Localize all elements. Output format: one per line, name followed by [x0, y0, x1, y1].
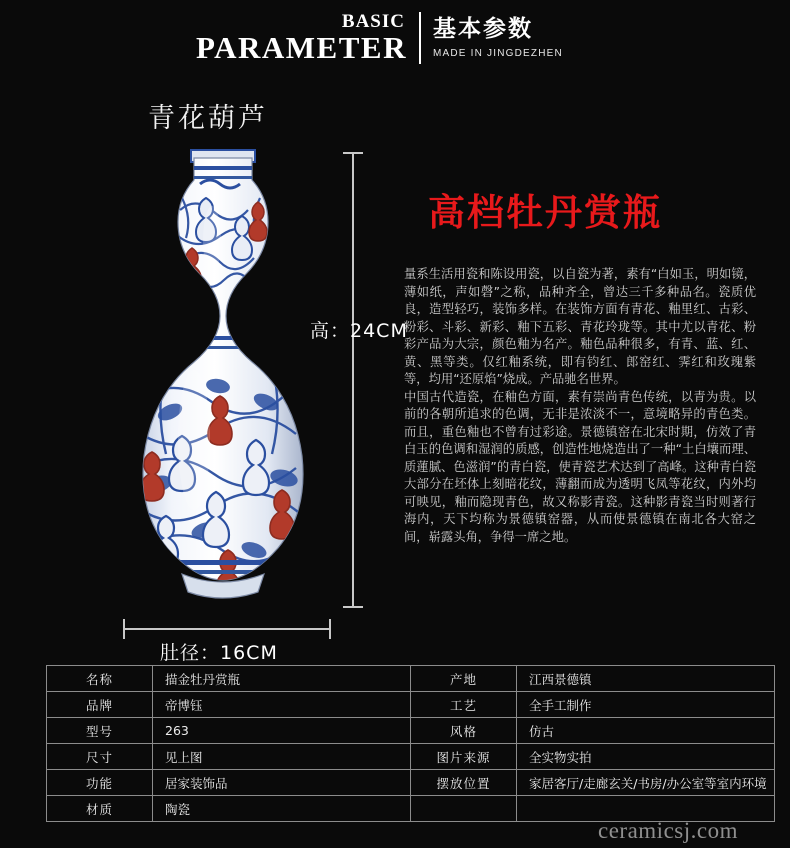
height-dimension-line [352, 152, 354, 608]
spec-value: 全实物实拍 [517, 744, 775, 770]
spec-key: 品牌 [47, 692, 153, 718]
spec-value: 家居客厅/走廊玄关/书房/办公室等室内环境 [517, 770, 775, 796]
table-row [47, 770, 775, 796]
table-row [47, 692, 775, 718]
spec-key: 摆放位置 [411, 770, 517, 796]
spec-value: 263 [153, 718, 411, 744]
brand-logo [196, 12, 421, 64]
specification-table [46, 665, 775, 822]
width-dimension-line [123, 628, 331, 630]
spec-key: 型号 [47, 718, 153, 744]
spec-key: 风格 [411, 718, 517, 744]
table-row [47, 666, 775, 692]
page-header [0, 8, 790, 70]
site-watermark: ceramicsj.com [598, 818, 738, 843]
spec-key: 功能 [47, 770, 153, 796]
table-row [47, 718, 775, 744]
spec-value: 陶瓷 [153, 796, 411, 822]
description-paragraph-1: 量系生活用瓷和陈设用瓷，以自瓷为著，素有“白如玉，明如镜，薄如纸，声如磬”之称，品种齐全，曾达三千多种品名。瓷质优良，造型轻巧，装饰多样。在装饰方面有青花、釉里红、古彩、粉彩、斗彩、新彩、釉下五彩、青花玲珑等。其中尤以青花、粉彩产品为大宗，颜色釉为名产。釉色品种很多，有青、蓝、红、黄、黑等类。仅红釉系统，即有钧红、郎窑红、霁红和玫瑰紫等，均用“还原焰”烧成。产品驰名世界。 [404, 267, 756, 386]
spec-key: 材质 [47, 796, 153, 822]
spec-value: 描金牡丹赏瓶 [153, 666, 411, 692]
page-subtitle: MADE IN JINGDEZHEN [432, 48, 563, 59]
product-image [108, 140, 338, 620]
spec-value: 居家装饰品 [153, 770, 411, 796]
height-dimension-label: 高：24CM [310, 320, 408, 342]
header-inner [196, 12, 563, 64]
spec-key: 名称 [47, 666, 153, 692]
width-dimension-label: 肚径：16CM [160, 642, 278, 664]
spec-key: 工艺 [411, 692, 517, 718]
product-category-label: 青花葫芦 [148, 103, 268, 134]
logo-parameter-text: PARAMETER [196, 30, 407, 65]
product-description [404, 266, 756, 546]
description-paragraph-2: 中国古代造瓷，在釉色方面，素有崇尚青色传统，以青为贵。以前的各朝所追求的色调，无非是浓淡不一，意境略异的青色类。而且，重色釉也不曾有过彩途。景德镇窑在北宋时期，仿效了青白玉的色调和湿润的质感，创造性地烧造出了一种“土白壤而理、质蓮腻、色滋润”的青白瓷，使青瓷艺术达到了高峰。这种青白瓷大部分在坯体上刻暗花纹，薄翻而成为透明飞凤等花纹，内外均可映见，釉而隐现青色，故又称影青瓷。这种影青瓷当时则著行海内，天下均称为景德镇窑器，从而使景德镇在南北各大窑之间，崭露头角，争得一席之地。 [404, 389, 756, 544]
spec-key [411, 796, 517, 822]
page-title: 基本参数 [432, 15, 533, 41]
vase-decoration [136, 166, 300, 599]
vase-illustration [108, 140, 338, 620]
spec-value: 全手工制作 [517, 692, 775, 718]
spec-key: 产地 [411, 666, 517, 692]
logo-basic-text: BASIC [341, 11, 405, 32]
spec-value: 江西景德镇 [517, 666, 775, 692]
spec-value: 仿古 [517, 718, 775, 744]
product-headline: 高档牡丹赏瓶 [428, 191, 662, 234]
table-row [47, 744, 775, 770]
spec-key: 尺寸 [47, 744, 153, 770]
spec-key: 图片来源 [411, 744, 517, 770]
spec-value: 见上图 [153, 744, 411, 770]
header-title-block [421, 12, 563, 59]
spec-value: 帝博钰 [153, 692, 411, 718]
